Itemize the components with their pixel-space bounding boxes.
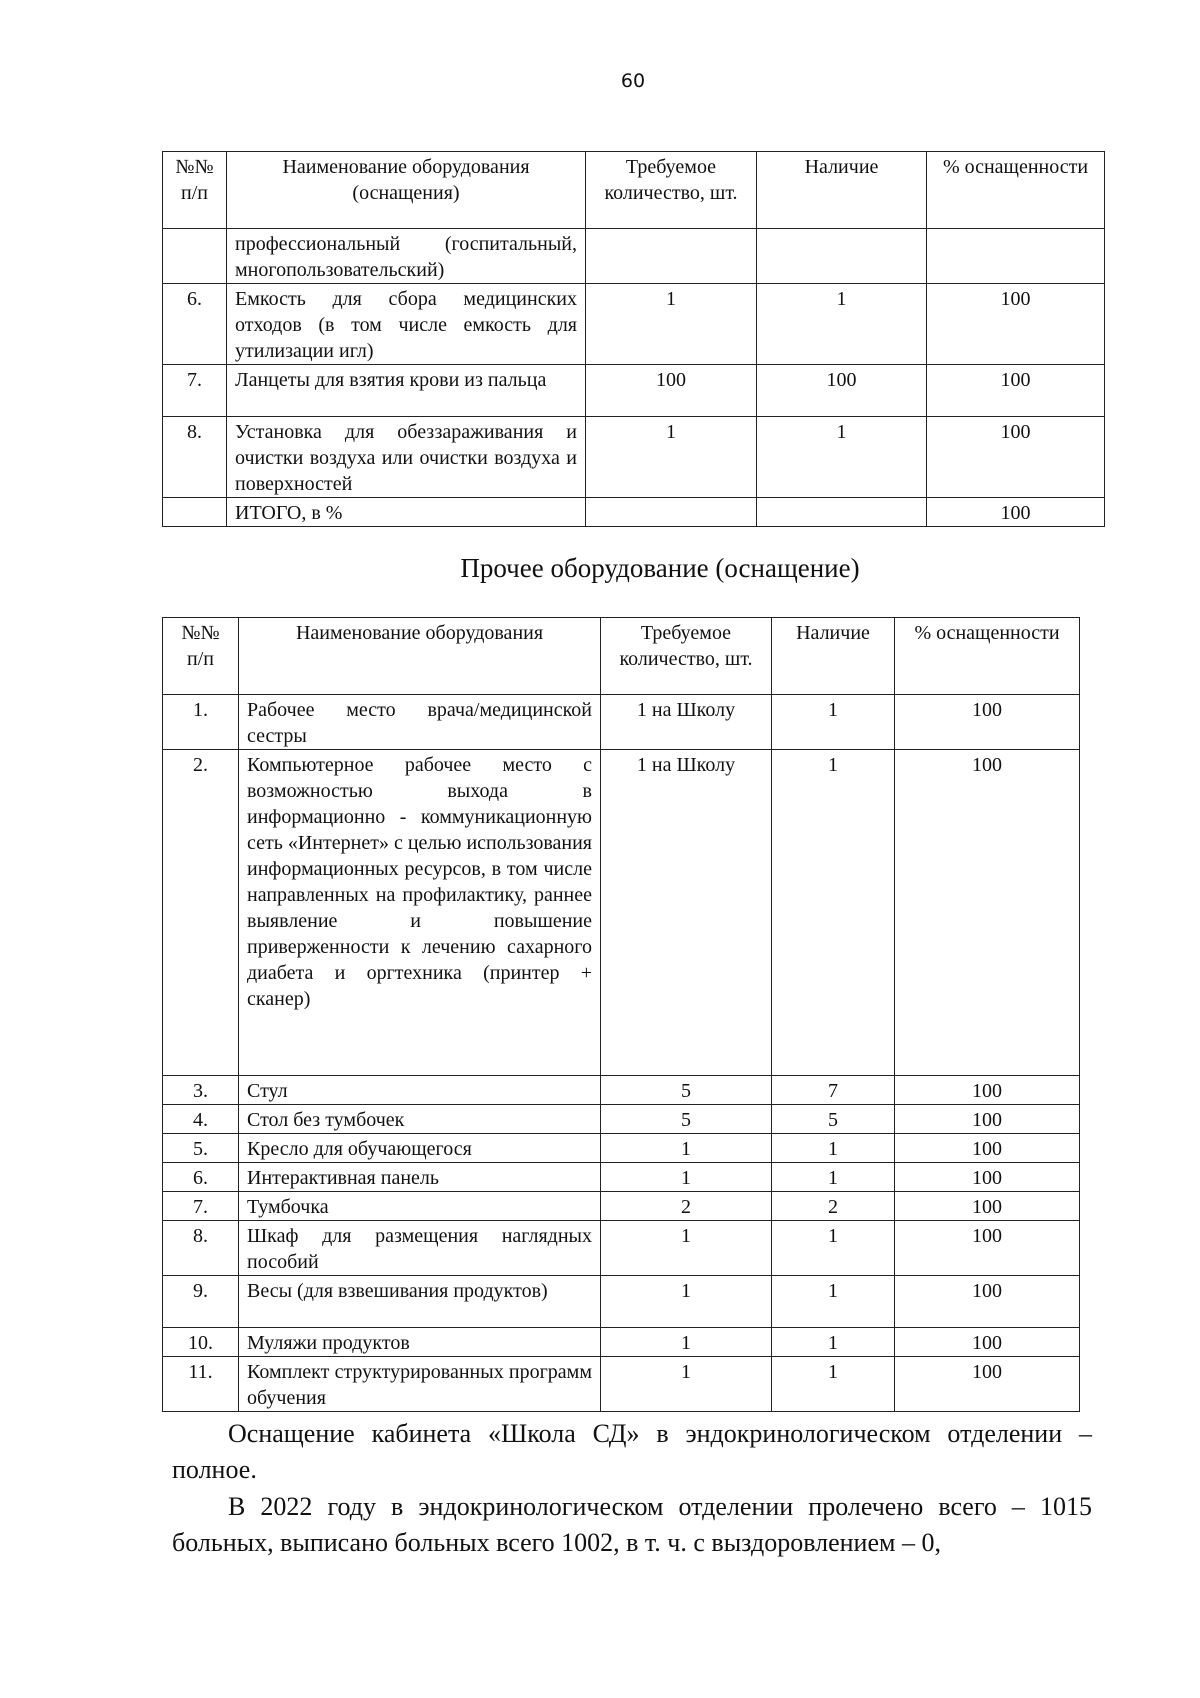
- row-name: Установка для обеззараживания и очистки воздуха или очистки воздуха и поверхностей: [227, 417, 586, 498]
- row-name: Ланцеты для взятия крови из пальца: [227, 365, 586, 417]
- row-required: 1: [601, 1163, 772, 1192]
- row-number: 8.: [163, 1221, 239, 1276]
- row-percent: 100: [895, 1134, 1080, 1163]
- row-available: 2: [772, 1192, 895, 1221]
- row-required: 1: [601, 1357, 772, 1412]
- row-name: Емкость для сбора медицинских отходов (в том числе емкость для утилизации игл): [227, 284, 586, 365]
- row-percent: 100: [895, 1105, 1080, 1134]
- row-name: профессиональный (госпитальный, многопользовательский): [227, 229, 586, 284]
- header-available: Наличие: [757, 152, 927, 229]
- row-available: 1: [772, 1276, 895, 1328]
- row-available: 1: [757, 417, 927, 498]
- row-percent: [927, 229, 1105, 284]
- row-percent: 100: [927, 417, 1105, 498]
- row-number: [163, 229, 227, 284]
- table-row: [163, 1163, 1080, 1192]
- row-percent: 100: [895, 1276, 1080, 1328]
- row-number: 3.: [163, 1076, 239, 1105]
- row-required: 5: [601, 1105, 772, 1134]
- table-row: [163, 750, 1080, 1076]
- row-name: Компьютерное рабочее место с возможностью выхода в информационно - коммуникационную сеть «Интернет» с целью использования информационных ресурсов, в том числе направленных на профилактику, раннее выявление и повышение приверженности к лечению сахарного диабета и оргтехника (принтер + сканер): [239, 750, 601, 1076]
- row-number: 1.: [163, 695, 239, 750]
- table-row: [163, 498, 1105, 527]
- row-available: 1: [772, 1163, 895, 1192]
- table-row: [163, 229, 1105, 284]
- row-required: 100: [586, 365, 757, 417]
- row-required: 1: [601, 1134, 772, 1163]
- table-row: [163, 365, 1105, 417]
- row-name: Интерактивная панель: [239, 1163, 601, 1192]
- header-name: Наименование оборудования (оснащения): [227, 152, 586, 229]
- header-required: Требуемое количество, шт.: [586, 152, 757, 229]
- row-percent: 100: [895, 695, 1080, 750]
- row-name: Стул: [239, 1076, 601, 1105]
- row-number: 6.: [163, 1163, 239, 1192]
- paragraph-equipment-summary: Оснащение кабинета «Школа СД» в эндокринологическом отделении – полное.: [172, 1419, 1092, 1484]
- row-name: Муляжи продуктов: [239, 1328, 601, 1357]
- header-num: №№ п/п: [163, 618, 239, 695]
- row-percent: 100: [927, 284, 1105, 365]
- row-available: 1: [772, 1328, 895, 1357]
- table-row: [163, 1276, 1080, 1328]
- header-required: Требуемое количество, шт.: [601, 618, 772, 695]
- row-required: 2: [601, 1192, 772, 1221]
- row-name: Рабочее место врача/медицинской сестры: [239, 695, 601, 750]
- paragraph-treatment-stats: В 2022 году в эндокринологическом отделении пролечено всего – 1015 больных, выписано больных всего 1002, в т. ч. с выздоровлением – 0,: [172, 1492, 1092, 1557]
- row-required: 1 на Школу: [601, 695, 772, 750]
- row-number: 4.: [163, 1105, 239, 1134]
- row-name: Весы (для взвешивания продуктов): [239, 1276, 601, 1328]
- table-row: [163, 1357, 1080, 1412]
- row-percent: 100: [895, 1163, 1080, 1192]
- table-row: [163, 417, 1105, 498]
- row-available: 100: [757, 365, 927, 417]
- row-number: 5.: [163, 1134, 239, 1163]
- row-required: 5: [601, 1076, 772, 1105]
- row-name: Тумбочка: [239, 1192, 601, 1221]
- table-row: [163, 1134, 1080, 1163]
- row-number: 11.: [163, 1357, 239, 1412]
- row-percent: 100: [895, 1192, 1080, 1221]
- row-percent: 100: [927, 365, 1105, 417]
- row-number: 7.: [163, 1192, 239, 1221]
- row-required: 1: [601, 1221, 772, 1276]
- header-percent: % оснащенности: [927, 152, 1105, 229]
- header-available: Наличие: [772, 618, 895, 695]
- row-available: 7: [772, 1076, 895, 1105]
- row-required: 1: [586, 284, 757, 365]
- row-percent: 100: [895, 1357, 1080, 1412]
- row-required: 1: [601, 1328, 772, 1357]
- table-row: [163, 284, 1105, 365]
- row-number: 9.: [163, 1276, 239, 1328]
- header-name: Наименование оборудования: [239, 618, 601, 695]
- table-row: [163, 1192, 1080, 1221]
- row-available: [757, 498, 927, 527]
- row-available: 1: [757, 284, 927, 365]
- table-row: [163, 1328, 1080, 1357]
- row-name: Шкаф для размещения наглядных пособий: [239, 1221, 601, 1276]
- row-percent: 100: [895, 750, 1080, 1076]
- row-required: 1 на Школу: [601, 750, 772, 1076]
- row-percent: 100: [895, 1076, 1080, 1105]
- row-percent: 100: [895, 1221, 1080, 1276]
- row-number: [163, 498, 227, 527]
- row-percent: 100: [927, 498, 1105, 527]
- row-name: Стол без тумбочек: [239, 1105, 601, 1134]
- table-row: [163, 695, 1080, 750]
- header-num: №№ п/п: [163, 152, 227, 229]
- equipment-table-1: [162, 151, 1105, 527]
- row-required: 1: [586, 417, 757, 498]
- row-available: [757, 229, 927, 284]
- row-available: 1: [772, 750, 895, 1076]
- row-available: 1: [772, 695, 895, 750]
- table-row: [163, 1105, 1080, 1134]
- table-row: [163, 1221, 1080, 1276]
- row-name: Комплект структурированных программ обучения: [239, 1357, 601, 1412]
- row-name: ИТОГО, в %: [227, 498, 586, 527]
- row-number: 7.: [163, 365, 227, 417]
- row-required: [586, 229, 757, 284]
- row-percent: 100: [895, 1328, 1080, 1357]
- row-number: 2.: [163, 750, 239, 1076]
- row-name: Кресло для обучающегося: [239, 1134, 601, 1163]
- row-required: 1: [601, 1276, 772, 1328]
- row-available: 1: [772, 1134, 895, 1163]
- row-available: 5: [772, 1105, 895, 1134]
- row-required: [586, 498, 757, 527]
- section-title: Прочее оборудование (оснащение): [460, 553, 860, 583]
- header-percent: % оснащенности: [895, 618, 1080, 695]
- equipment-table-2: [162, 617, 1080, 1412]
- row-number: 8.: [163, 417, 227, 498]
- row-available: 1: [772, 1357, 895, 1412]
- table-row: [163, 1076, 1080, 1105]
- row-available: 1: [772, 1221, 895, 1276]
- row-number: 6.: [163, 284, 227, 365]
- row-number: 10.: [163, 1328, 239, 1357]
- page-number: 60: [620, 70, 646, 92]
